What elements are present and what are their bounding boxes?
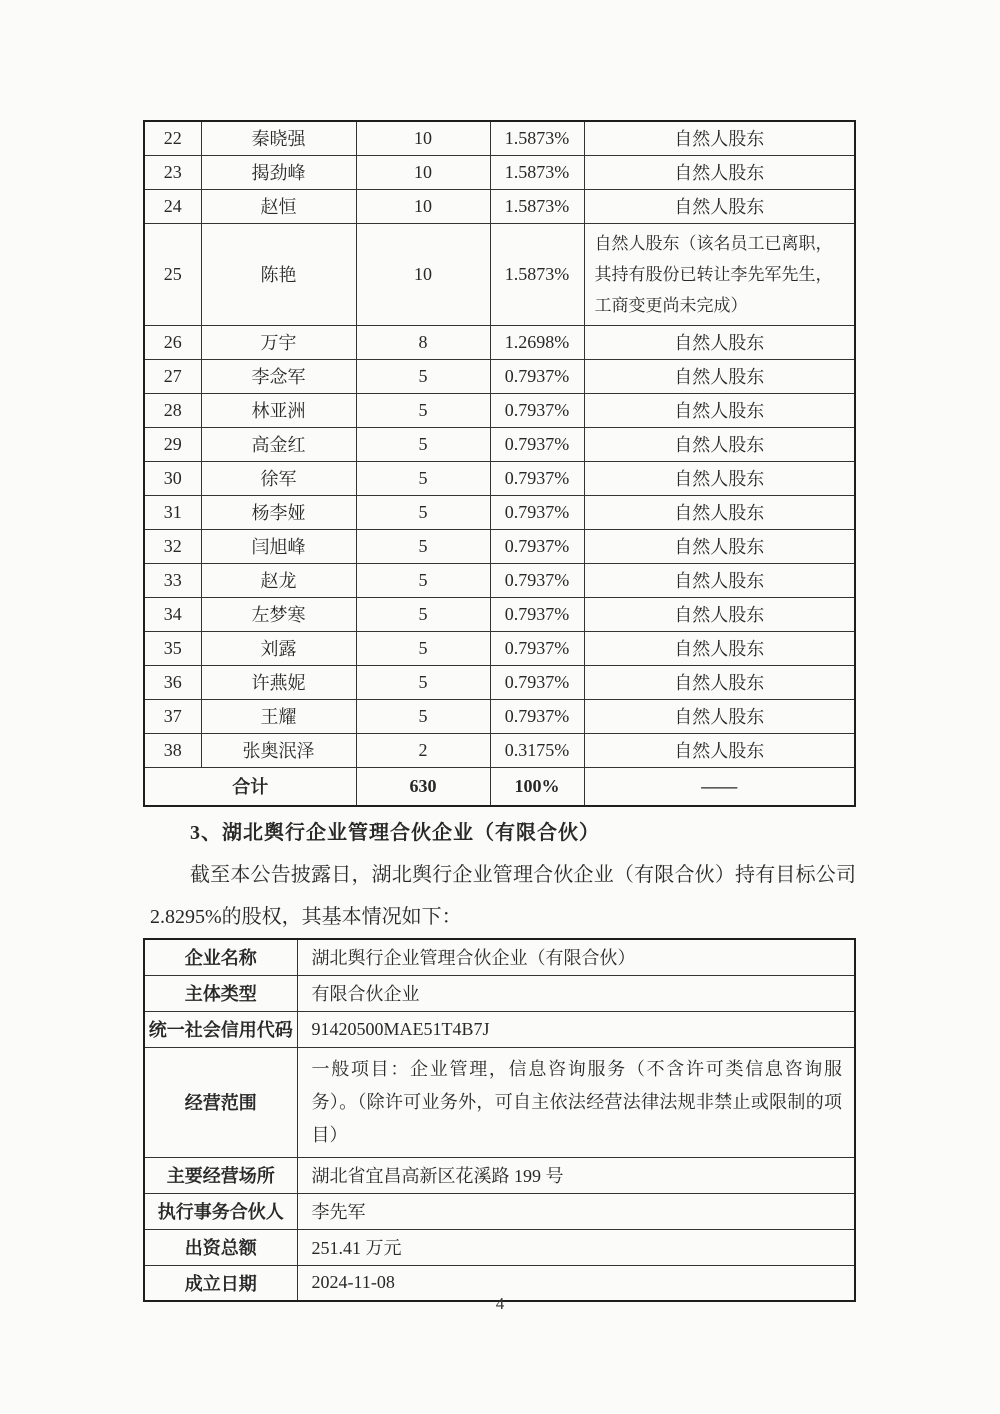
cell-shareholder-type: 自然人股东: [584, 155, 855, 189]
cell-percent: 0.7937%: [490, 597, 584, 631]
shareholder-row: [144, 393, 855, 427]
cell-total-label: 合计: [144, 767, 356, 806]
info-value: 湖北省宜昌高新区花溪路 199 号: [297, 1157, 855, 1193]
info-label: 主体类型: [144, 975, 297, 1011]
shareholder-row: [144, 495, 855, 529]
cell-shares: 10: [356, 121, 490, 155]
cell-shareholder-type: 自然人股东: [584, 461, 855, 495]
cell-shareholder-type: 自然人股东: [584, 359, 855, 393]
paragraph-line-2: 2.8295%的股权，其基本情况如下：: [150, 906, 462, 928]
cell-index: 22: [144, 121, 201, 155]
cell-shareholder-name: 李念军: [201, 359, 356, 393]
cell-shareholder-name: 徐军: [201, 461, 356, 495]
cell-total-shares: 630: [356, 767, 490, 806]
cell-index: 27: [144, 359, 201, 393]
company-info-table: [143, 938, 856, 1302]
cell-shares: 5: [356, 699, 490, 733]
page-number: 4: [495, 1294, 505, 1313]
section-heading: 3、湖北舆行企业管理合伙企业（有限合伙）: [190, 822, 600, 844]
cell-shares: 5: [356, 393, 490, 427]
shareholder-row: [144, 631, 855, 665]
cell-total-percent: 100%: [490, 767, 584, 806]
cell-shares: 5: [356, 427, 490, 461]
shareholder-row: [144, 665, 855, 699]
cell-shareholder-type: 自然人股东: [584, 427, 855, 461]
cell-shareholder-type: 自然人股东: [584, 393, 855, 427]
cell-percent: 0.7937%: [490, 359, 584, 393]
cell-shareholder-type: 自然人股东: [584, 563, 855, 597]
info-value: 251.41 万元: [297, 1229, 855, 1265]
cell-percent: 0.7937%: [490, 699, 584, 733]
cell-percent: 0.7937%: [490, 665, 584, 699]
cell-shareholder-type: 自然人股东: [584, 495, 855, 529]
cell-percent: 0.7937%: [490, 631, 584, 665]
cell-shareholder-type: 自然人股东: [584, 631, 855, 665]
cell-index: 29: [144, 427, 201, 461]
cell-percent: 1.5873%: [490, 223, 584, 325]
shareholder-row: [144, 121, 855, 155]
shareholder-row: [144, 223, 855, 325]
shareholder-row: [144, 359, 855, 393]
shareholder-row: [144, 427, 855, 461]
cell-shareholder-name: 高金红: [201, 427, 356, 461]
cell-shareholder-type: 自然人股东: [584, 665, 855, 699]
cell-index: 28: [144, 393, 201, 427]
info-row: [144, 939, 855, 975]
cell-shares: 2: [356, 733, 490, 767]
cell-shareholder-name: 杨李娅: [201, 495, 356, 529]
cell-index: 37: [144, 699, 201, 733]
info-row: [144, 1157, 855, 1193]
info-value: 一般项目：企业管理，信息咨询服务（不含许可类信息咨询服务）。（除许可业务外，可自主依法经营法律法规非禁止或限制的项目）: [297, 1047, 855, 1157]
shareholder-row: [144, 733, 855, 767]
cell-shares: 5: [356, 563, 490, 597]
info-label: 经营范围: [144, 1047, 297, 1157]
cell-shares: 10: [356, 155, 490, 189]
shareholder-row: [144, 461, 855, 495]
cell-shares: 10: [356, 189, 490, 223]
info-row: [144, 975, 855, 1011]
cell-index: 35: [144, 631, 201, 665]
shareholder-row: [144, 155, 855, 189]
cell-shareholder-type: 自然人股东: [584, 189, 855, 223]
cell-shareholder-name: 许燕妮: [201, 665, 356, 699]
cell-shares: 5: [356, 665, 490, 699]
cell-shareholder-name: 闫旭峰: [201, 529, 356, 563]
cell-percent: 0.3175%: [490, 733, 584, 767]
info-row: [144, 1193, 855, 1229]
cell-shareholder-type: 自然人股东: [584, 325, 855, 359]
cell-percent: 1.2698%: [490, 325, 584, 359]
cell-percent: 0.7937%: [490, 495, 584, 529]
shareholder-row: [144, 325, 855, 359]
cell-percent: 0.7937%: [490, 461, 584, 495]
cell-index: 25: [144, 223, 201, 325]
shareholder-row: [144, 563, 855, 597]
cell-index: 24: [144, 189, 201, 223]
info-value: 2024-11-08: [297, 1265, 855, 1301]
cell-shareholder-type: 自然人股东: [584, 529, 855, 563]
cell-shares: 5: [356, 597, 490, 631]
info-label: 统一社会信用代码: [144, 1011, 297, 1047]
cell-shareholder-name: 万宇: [201, 325, 356, 359]
cell-shareholder-type: 自然人股东（该名员工已离职，其持有股份已转让李先军先生，工商变更尚未完成）: [584, 223, 855, 325]
cell-index: 38: [144, 733, 201, 767]
info-value: 有限合伙企业: [297, 975, 855, 1011]
shareholder-row: [144, 699, 855, 733]
shareholder-row: [144, 597, 855, 631]
cell-shares: 5: [356, 359, 490, 393]
cell-shareholder-name: 秦晓强: [201, 121, 356, 155]
cell-shareholder-name: 林亚洲: [201, 393, 356, 427]
cell-shares: 10: [356, 223, 490, 325]
cell-index: 36: [144, 665, 201, 699]
cell-index: 23: [144, 155, 201, 189]
cell-total-type: ——: [584, 767, 855, 806]
cell-percent: 0.7937%: [490, 563, 584, 597]
cell-shares: 5: [356, 631, 490, 665]
cell-percent: 1.5873%: [490, 189, 584, 223]
cell-index: 30: [144, 461, 201, 495]
info-label: 企业名称: [144, 939, 297, 975]
intro-paragraph: [150, 854, 856, 938]
cell-index: 26: [144, 325, 201, 359]
cell-index: 34: [144, 597, 201, 631]
cell-shareholder-name: 赵龙: [201, 563, 356, 597]
total-row: [144, 767, 855, 806]
cell-percent: 0.7937%: [490, 529, 584, 563]
paragraph-line-1: 截至本公告披露日，湖北舆行企业管理合伙企业（有限合伙）持有目标公司: [190, 864, 856, 886]
info-value: 湖北舆行企业管理合伙企业（有限合伙）: [297, 939, 855, 975]
info-row: [144, 1047, 855, 1157]
cell-shareholder-name: 陈艳: [201, 223, 356, 325]
cell-shares: 5: [356, 495, 490, 529]
info-value: 李先军: [297, 1193, 855, 1229]
cell-shares: 5: [356, 461, 490, 495]
cell-percent: 0.7937%: [490, 427, 584, 461]
cell-shareholder-type: 自然人股东: [584, 121, 855, 155]
cell-shareholder-name: 张奥泯泽: [201, 733, 356, 767]
shareholder-table: [143, 120, 856, 807]
info-label: 成立日期: [144, 1265, 297, 1301]
cell-shares: 8: [356, 325, 490, 359]
cell-shareholder-type: 自然人股东: [584, 733, 855, 767]
cell-percent: 0.7937%: [490, 393, 584, 427]
cell-shareholder-name: 赵恒: [201, 189, 356, 223]
shareholder-row: [144, 529, 855, 563]
info-row: [144, 1229, 855, 1265]
info-value: 91420500MAE51T4B7J: [297, 1011, 855, 1047]
cell-index: 33: [144, 563, 201, 597]
cell-percent: 1.5873%: [490, 121, 584, 155]
info-label: 主要经营场所: [144, 1157, 297, 1193]
cell-shareholder-type: 自然人股东: [584, 699, 855, 733]
cell-shareholder-name: 揭劲峰: [201, 155, 356, 189]
cell-index: 32: [144, 529, 201, 563]
cell-shares: 5: [356, 529, 490, 563]
cell-shareholder-name: 刘露: [201, 631, 356, 665]
info-row: [144, 1011, 855, 1047]
cell-shareholder-name: 左梦寒: [201, 597, 356, 631]
info-label: 出资总额: [144, 1229, 297, 1265]
cell-percent: 1.5873%: [490, 155, 584, 189]
cell-shareholder-type: 自然人股东: [584, 597, 855, 631]
shareholder-row: [144, 189, 855, 223]
cell-shareholder-name: 王耀: [201, 699, 356, 733]
info-label: 执行事务合伙人: [144, 1193, 297, 1229]
cell-index: 31: [144, 495, 201, 529]
